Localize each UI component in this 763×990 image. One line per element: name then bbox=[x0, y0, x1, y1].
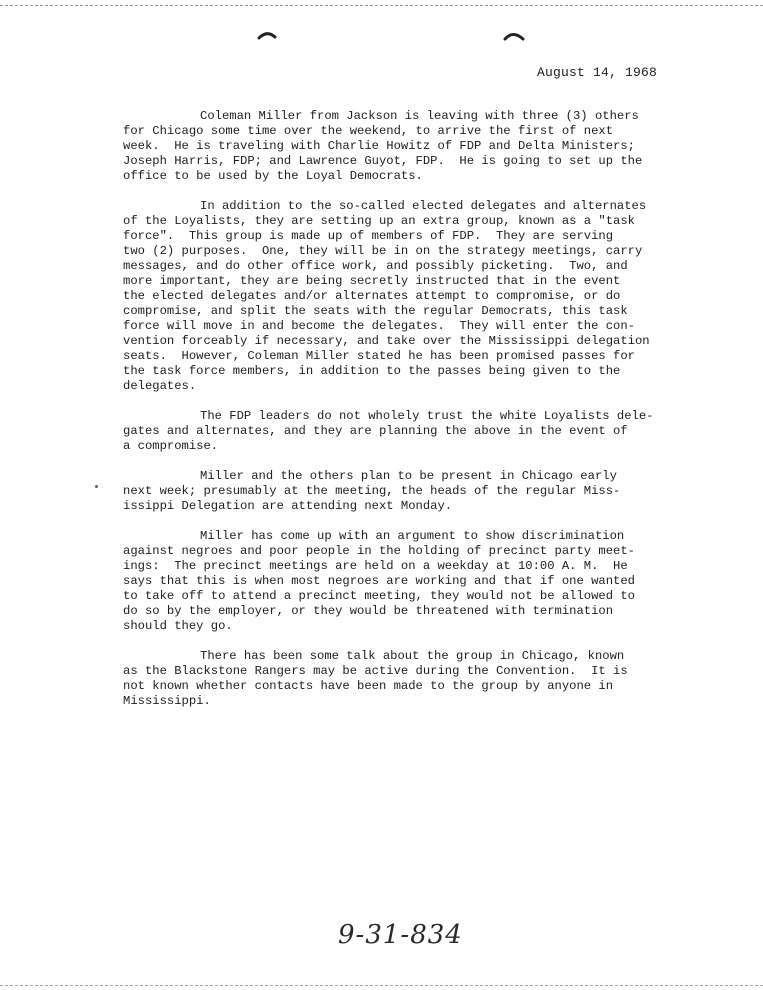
text-line: a compromise. bbox=[123, 439, 219, 453]
text-line: for Chicago some time over the weekend, to arrive the first of next bbox=[123, 124, 614, 138]
stray-ink-dot bbox=[95, 485, 98, 488]
text-line-content: The FDP leaders do not wholely trust the white Loyalists dele- bbox=[200, 409, 654, 423]
text-line-content: Miller and the others plan to be present in Chicago early bbox=[200, 469, 617, 483]
text-line-content: In addition to the so-called elected delegates and alternates bbox=[200, 199, 647, 213]
paragraph-6 bbox=[123, 649, 668, 709]
text-line: more important, they are being secretly instructed that in the event bbox=[123, 274, 621, 288]
text-line: not known whether contacts have been made to the group by anyone in bbox=[123, 679, 614, 693]
text-line: Joseph Harris, FDP; and Lawrence Guyot, FDP. He is going to set up the bbox=[123, 154, 643, 168]
top-edge-dashes bbox=[0, 5, 763, 6]
text-line: says that this is when most negroes are working and that if one wanted bbox=[123, 574, 635, 588]
binder-punch-mark-left bbox=[257, 30, 277, 40]
text-line: do so by the employer, or they would be threatened with termination bbox=[123, 604, 614, 618]
text-line: the task force members, in addition to the passes being given to the bbox=[123, 364, 621, 378]
paragraph-2 bbox=[123, 199, 668, 394]
text-line bbox=[123, 469, 668, 484]
text-line: force". This group is made up of members of FDP. They are serving bbox=[123, 229, 614, 243]
text-line: to take off to attend a precinct meeting, they would not be allowed to bbox=[123, 589, 635, 603]
paragraph-5 bbox=[123, 529, 668, 634]
text-line: messages, and do other office work, and possibly picketing. Two, and bbox=[123, 259, 628, 273]
paragraph-4 bbox=[123, 469, 668, 514]
text-line-content: There has been some talk about the group in Chicago, known bbox=[200, 649, 625, 663]
text-line bbox=[123, 109, 668, 124]
text-line: seats. However, Coleman Miller stated he has been promised passes for bbox=[123, 349, 635, 363]
paragraph-3 bbox=[123, 409, 668, 454]
text-line: ings: The precinct meetings are held on a weekday at 10:00 A. M. He bbox=[123, 559, 628, 573]
text-line: two (2) purposes. One, they will be in on the strategy meetings, carry bbox=[123, 244, 643, 258]
handwritten-file-number: 9-31-834 bbox=[338, 920, 463, 950]
text-line: delegates. bbox=[123, 379, 197, 393]
text-line: next week; presumably at the meeting, the heads of the regular Miss- bbox=[123, 484, 621, 498]
text-line: Mississippi. bbox=[123, 694, 211, 708]
text-line: of the Loyalists, they are setting up an extra group, known as a "task bbox=[123, 214, 635, 228]
text-line: as the Blackstone Rangers may be active during the Convention. It is bbox=[123, 664, 628, 678]
bottom-edge-dashes bbox=[0, 985, 763, 986]
text-line: week. He is traveling with Charlie Howitz of FDP and Delta Ministers; bbox=[123, 139, 635, 153]
text-line bbox=[123, 409, 668, 424]
text-line: office to be used by the Loyal Democrats. bbox=[123, 169, 423, 183]
text-line: gates and alternates, and they are planning the above in the event of bbox=[123, 424, 628, 438]
paragraph-1 bbox=[123, 109, 668, 184]
text-line bbox=[123, 199, 668, 214]
text-line: compromise, and split the seats with the regular Democrats, this task bbox=[123, 304, 628, 318]
text-line: against negroes and poor people in the holding of precinct party meet- bbox=[123, 544, 635, 558]
document-date: August 14, 1968 bbox=[537, 65, 658, 80]
text-line: issippi Delegation are attending next Monday. bbox=[123, 499, 453, 513]
binder-punch-mark-right bbox=[503, 30, 525, 42]
text-line-content: Miller has come up with an argument to show discrimination bbox=[200, 529, 625, 543]
text-line: force will move in and become the delegates. They will enter the con- bbox=[123, 319, 635, 333]
text-line-content: Coleman Miller from Jackson is leaving with three (3) others bbox=[200, 109, 639, 123]
memo-body bbox=[123, 109, 668, 724]
text-line bbox=[123, 529, 668, 544]
text-line bbox=[123, 649, 668, 664]
text-line: the elected delegates and/or alternates attempt to compromise, or do bbox=[123, 289, 621, 303]
text-line: should they go. bbox=[123, 619, 233, 633]
text-line: vention forceably if necessary, and take over the Mississippi delegation bbox=[123, 334, 650, 348]
